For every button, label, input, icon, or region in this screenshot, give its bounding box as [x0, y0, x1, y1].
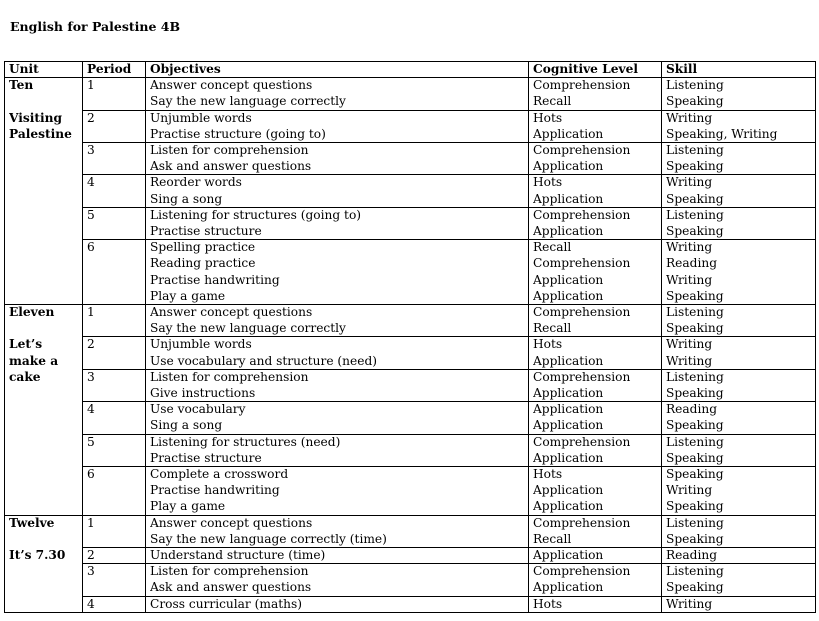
skill-text: Listening: [666, 515, 724, 530]
objective-text: Practise handwriting: [150, 483, 280, 498]
objective-text: Answer concept questions: [150, 305, 313, 319]
header-objectives: Objectives: [150, 62, 221, 76]
objective-text: Sing a song: [150, 418, 223, 433]
skill-text: Writing: [666, 175, 713, 190]
period-number: 4: [87, 175, 95, 190]
cognitive-level: Application: [533, 548, 604, 562]
objective-text: Listening for structures (need): [150, 434, 341, 449]
cognitive-level: Application: [533, 450, 604, 465]
period-number: 1: [87, 305, 95, 319]
objective-text: Listening for structures (going to): [150, 207, 362, 222]
unit-subtitle: It’s 7.30: [9, 548, 66, 562]
skill-text: Listening: [666, 78, 724, 93]
skill-text: Writing: [666, 337, 713, 352]
cognitive-level: Recall: [533, 531, 572, 546]
cognitive-level: Comprehension: [533, 143, 631, 157]
objective-text: Use vocabulary and structure (need): [150, 353, 378, 368]
skill-text: Speaking: [666, 499, 724, 514]
cognitive-level: Comprehension: [533, 434, 631, 449]
period-number: 2: [87, 548, 95, 562]
objective-text: Practise structure (going to): [150, 126, 326, 141]
cognitive-level: Application: [533, 288, 604, 303]
skill-text: Writing: [666, 353, 713, 368]
cognitive-level: Application: [533, 126, 604, 141]
unit-subtitle: Palestine: [9, 126, 72, 141]
skill-text: Speaking: [666, 450, 724, 465]
unit-subtitle: cake: [9, 369, 41, 384]
header-cognitive: Cognitive Level: [533, 62, 638, 76]
skill-text: Speaking: [666, 321, 724, 336]
skill-text: Listening: [666, 564, 724, 579]
skill-text: Speaking: [666, 191, 724, 206]
skill-text: Speaking, Writing: [666, 126, 778, 141]
unit-name: Ten: [9, 78, 34, 93]
column-divider: [4, 61, 5, 612]
objective-text: Give instructions: [150, 386, 256, 400]
cognitive-level: Hots: [533, 175, 563, 190]
unit-subtitle: Let’s: [9, 337, 43, 352]
objective-text: Cross curricular (maths): [150, 596, 302, 611]
cognitive-level: Comprehension: [533, 564, 631, 579]
period-number: 3: [87, 564, 95, 579]
cognitive-level: Comprehension: [533, 256, 631, 271]
cognitive-level: Hots: [533, 467, 563, 481]
objective-text: Play a game: [150, 288, 226, 303]
skill-text: Listening: [666, 369, 724, 384]
skill-text: Listening: [666, 305, 724, 319]
cognitive-level: Application: [533, 159, 604, 174]
period-number: 3: [87, 143, 95, 157]
cognitive-level: Application: [533, 580, 604, 595]
skill-text: Speaking: [666, 418, 724, 433]
unit-name: Eleven: [9, 305, 55, 319]
objective-text: Spelling practice: [150, 240, 256, 255]
skill-text: Speaking: [666, 288, 724, 303]
cognitive-level: Application: [533, 386, 604, 400]
skill-text: Speaking: [666, 467, 724, 481]
unit-divider: [4, 612, 816, 613]
column-divider: [661, 61, 662, 612]
column-divider: [145, 61, 146, 612]
objective-text: Listen for comprehension: [150, 369, 309, 384]
objective-text: Say the new language correctly: [150, 321, 346, 336]
skill-text: Listening: [666, 434, 724, 449]
cognitive-level: Recall: [533, 240, 572, 255]
period-number: 5: [87, 434, 95, 449]
cognitive-level: Hots: [533, 110, 563, 125]
objective-text: Practise structure: [150, 224, 262, 238]
cognitive-level: Application: [533, 353, 604, 368]
objective-text: Say the new language correctly (time): [150, 531, 387, 546]
objective-text: Unjumble words: [150, 110, 252, 125]
objective-text: Ask and answer questions: [150, 580, 312, 595]
skill-text: Reading: [666, 402, 718, 417]
objective-text: Sing a song: [150, 191, 223, 206]
objective-text: Use vocabulary: [150, 402, 246, 417]
skill-text: Speaking: [666, 159, 724, 174]
table-top-border: [4, 61, 816, 62]
period-number: 2: [87, 110, 95, 125]
header-period: Period: [87, 62, 132, 76]
cognitive-level: Hots: [533, 596, 563, 611]
period-number: 1: [87, 78, 95, 93]
column-divider: [815, 61, 816, 612]
unit-subtitle: Visiting: [9, 110, 63, 125]
objective-text: Complete a crossword: [150, 467, 289, 481]
cognitive-level: Application: [533, 402, 604, 417]
objective-text: Reading practice: [150, 256, 256, 271]
unit-subtitle: make a: [9, 353, 59, 368]
lesson-plan-table: [4, 61, 816, 621]
skill-text: Speaking: [666, 224, 724, 238]
skill-text: Writing: [666, 483, 713, 498]
cognitive-level: Comprehension: [533, 78, 631, 93]
objective-text: Reorder words: [150, 175, 242, 190]
cognitive-level: Application: [533, 224, 604, 238]
cognitive-level: Application: [533, 418, 604, 433]
cognitive-level: Comprehension: [533, 515, 631, 530]
document-title: English for Palestine 4B: [10, 19, 181, 34]
skill-text: Speaking: [666, 531, 724, 546]
objective-text: Listen for comprehension: [150, 143, 309, 157]
period-number: 6: [87, 240, 95, 255]
objective-text: Say the new language correctly: [150, 94, 346, 109]
header-skill: Skill: [666, 62, 698, 76]
objective-text: Practise structure: [150, 450, 262, 465]
skill-text: Writing: [666, 272, 713, 287]
cognitive-level: Application: [533, 272, 604, 287]
objective-text: Listen for comprehension: [150, 564, 309, 579]
objective-text: Play a game: [150, 499, 226, 514]
objective-text: Understand structure (time): [150, 548, 326, 562]
header-unit: Unit: [9, 62, 39, 76]
period-number: 2: [87, 337, 95, 352]
skill-text: Writing: [666, 240, 713, 255]
cognitive-level: Application: [533, 191, 604, 206]
cognitive-level: Recall: [533, 321, 572, 336]
cognitive-level: Application: [533, 499, 604, 514]
objective-text: Practise handwriting: [150, 272, 280, 287]
skill-text: Listening: [666, 143, 724, 157]
cognitive-level: Recall: [533, 94, 572, 109]
period-number: 6: [87, 467, 95, 481]
objective-text: Ask and answer questions: [150, 159, 312, 174]
column-divider: [528, 61, 529, 612]
column-divider: [82, 61, 83, 612]
skill-text: Speaking: [666, 386, 724, 400]
skill-text: Speaking: [666, 580, 724, 595]
skill-text: Listening: [666, 207, 724, 222]
cognitive-level: Comprehension: [533, 207, 631, 222]
skill-text: Speaking: [666, 94, 724, 109]
unit-name: Twelve: [9, 515, 55, 530]
period-number: 4: [87, 596, 95, 611]
objective-text: Answer concept questions: [150, 515, 313, 530]
period-number: 1: [87, 515, 95, 530]
period-number: 3: [87, 369, 95, 384]
period-number: 4: [87, 402, 95, 417]
skill-text: Reading: [666, 548, 718, 562]
period-number: 5: [87, 207, 95, 222]
objective-text: Unjumble words: [150, 337, 252, 352]
skill-text: Writing: [666, 110, 713, 125]
cognitive-level: Application: [533, 483, 604, 498]
cognitive-level: Comprehension: [533, 369, 631, 384]
skill-text: Reading: [666, 256, 718, 271]
cognitive-level: Hots: [533, 337, 563, 352]
objective-text: Answer concept questions: [150, 78, 313, 93]
skill-text: Writing: [666, 596, 713, 611]
cognitive-level: Comprehension: [533, 305, 631, 319]
